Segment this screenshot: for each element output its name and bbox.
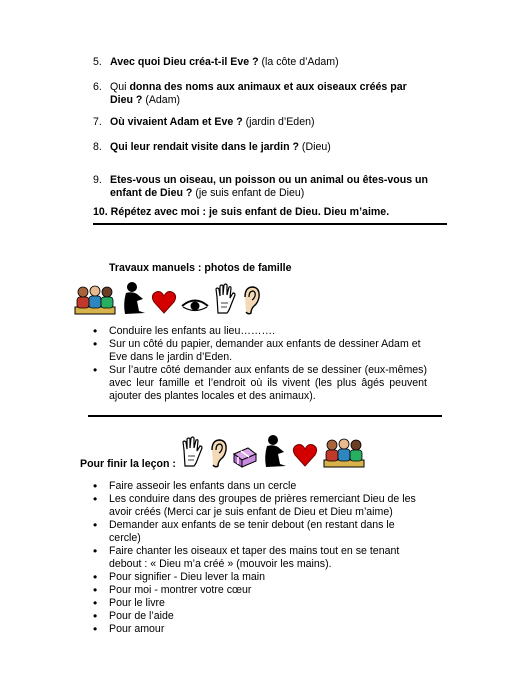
list-item: • Pour moi - montrer votre cœur (91, 584, 427, 597)
praying-figure-icon (121, 281, 147, 315)
eye-icon (181, 295, 209, 315)
crafts-icon-row (73, 279, 261, 315)
question-answer: (Dieu) (298, 141, 331, 153)
heart-icon (292, 442, 318, 468)
list-item: • Pour amour (91, 623, 427, 636)
list-item: • Sur l’autre côté demander aux enfants de se dessiner (eux-mêmes) avec leur famille et l’endroit où ils vivent (les plus âgés peuvent ajouter des plantes locales et des animaux). (91, 364, 427, 403)
list-item: • Sur un côté du papier, demander aux enfants de dessiner Adam et Eve dans le jardin d’Eden. (91, 338, 427, 364)
divider (93, 223, 447, 225)
question-answer: (Adam) (142, 94, 181, 106)
crafts-heading: Travaux manuels : photos de famille (109, 262, 292, 274)
list-item: • Demander aux enfants de se tenir debout (en restant dans le cercle) (91, 519, 427, 545)
crafts-bullet-list (91, 325, 427, 403)
divider (88, 415, 442, 417)
question-10: 10. Répétez avec moi : je suis enfant de Dieu. Dieu m’aime. (93, 206, 390, 218)
closing-heading: Pour finir la leçon : (80, 458, 176, 470)
children-icon (322, 436, 366, 468)
gift-icon (232, 444, 258, 468)
hand-icon (180, 436, 204, 468)
hand-icon (213, 283, 237, 315)
question-text: Avec quoi Dieu créa-t-il Eve ? (110, 56, 259, 68)
list-item: • Faire asseoir les enfants dans un cercle (91, 480, 427, 493)
list-item: • Les conduire dans des groupes de prières remerciant Dieu de les avoir créés (Merci car je suis enfant de Dieu et Dieu m’aime) (91, 493, 427, 519)
question-answer: (je suis enfant de Dieu) (192, 187, 305, 199)
question-text: donna des noms aux animaux et aux oiseaux créés par Dieu ? (110, 81, 407, 106)
heart-icon (151, 289, 177, 315)
question-text: Etes-vous un oiseau, un poisson ou un animal ou êtes-vous un enfant de Dieu ? (110, 174, 428, 199)
list-item: • Pour de l’aide (91, 610, 427, 623)
list-item: • Pour signifier - Dieu lever la main (91, 571, 427, 584)
question-answer: (la côte d’Adam) (258, 56, 339, 68)
question-answer: (jardin d’Eden) (242, 116, 315, 128)
question-text: Où vivaient Adam et Eve ? (110, 116, 243, 128)
question-text: Qui leur rendait visite dans le jardin ? (110, 141, 299, 153)
praying-figure-icon (262, 434, 288, 468)
list-item: • Pour le livre (91, 597, 427, 610)
closing-icon-row (180, 432, 366, 468)
list-item: • Faire chanter les oiseaux et taper des mains tout en se tenant debout : « Dieu m’a créé » (mouvoir les mains). (91, 545, 427, 571)
ear-icon (208, 438, 228, 468)
children-icon (73, 283, 117, 315)
ear-icon (241, 285, 261, 315)
closing-bullet-list (91, 480, 427, 636)
list-item: • Conduire les enfants au lieu………. (91, 325, 427, 338)
